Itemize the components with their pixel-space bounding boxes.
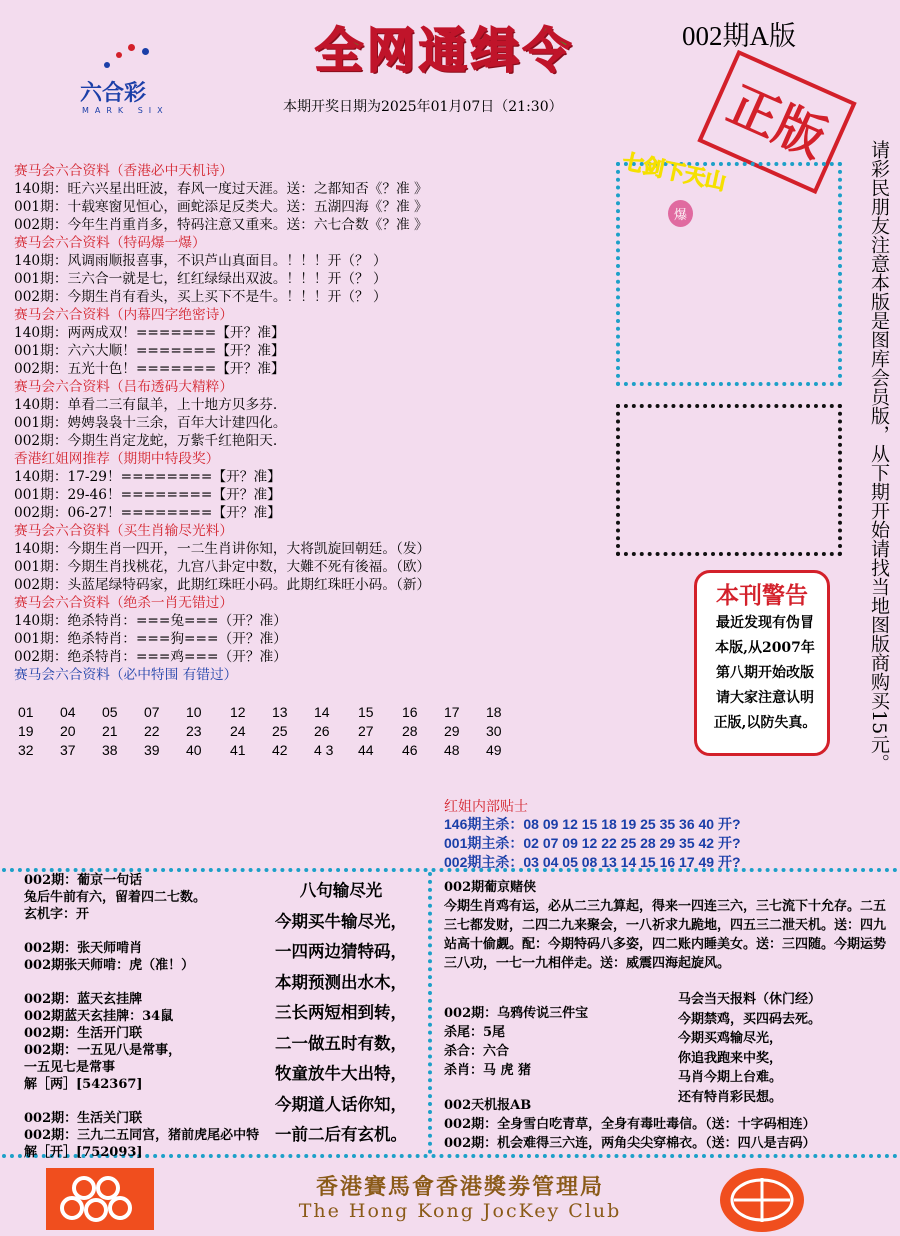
grid-number: 20 bbox=[60, 723, 76, 739]
bottom-left-line: 002期：一五见八是常事， bbox=[24, 1043, 182, 1058]
section-title: 香港红姐网推荐（期期中特段奖） bbox=[14, 451, 220, 467]
logo-subtext: MARK SIX bbox=[82, 106, 169, 115]
section-title: 赛马会六合资料（必中特围 有错过） bbox=[14, 667, 238, 683]
section-line: 002期：今年生肖重肖多，特码注意又重来。送：六七合数《？准 》 bbox=[14, 217, 428, 233]
section-title: 赛马会六合资料（内幕四字绝密诗） bbox=[14, 307, 234, 323]
poem-block bbox=[266, 876, 416, 1151]
crow-legend-block bbox=[444, 1004, 674, 1080]
right-emblem-icon bbox=[720, 1168, 804, 1232]
grid-number: 30 bbox=[486, 723, 502, 739]
grid-number: 22 bbox=[144, 723, 160, 739]
number-row bbox=[18, 723, 538, 742]
section-line: 140期：17-29！========【开？准】 bbox=[14, 469, 281, 485]
grid-number: 28 bbox=[402, 723, 418, 739]
grid-number: 32 bbox=[18, 742, 34, 758]
number-row bbox=[18, 742, 538, 761]
poem-line: 今期买牛输尽光， bbox=[275, 911, 407, 931]
section-line: 140期：今期生肖一四开，一二生肖讲你知，大将凯旋回朝廷。（发） bbox=[14, 541, 431, 557]
section-line: 002期：绝杀特肖：===鸡===（开？准） bbox=[14, 649, 287, 665]
casino-gambler-body: 今期生肖鸡有运，必从二三九算起，得来一四连三六，三七流下十允存。二五三七都发财，二四二九来聚会，一八祈求九跪地，四五三二泄天机。送：四九站高十偷觑。配：今期特码八多姿，四二账内睡美女。送：三四随。今期运势三八功，一七一九相伴走。送：威震四海起旋风。 bbox=[444, 899, 887, 971]
bottom-left-line bbox=[24, 974, 284, 991]
grid-number: 23 bbox=[186, 723, 202, 739]
horse-report-line: 马肖今期上台难。 bbox=[678, 1070, 783, 1085]
section-line: 002期：头蓝尾绿特码家，此期红珠旺小码。此期红珠旺小码。（新） bbox=[14, 577, 431, 593]
casino-gambler-block bbox=[444, 878, 890, 973]
bottom-left-line bbox=[24, 923, 284, 940]
footer-org-cn: 香港賽馬會香港獎劵管理局 bbox=[315, 1174, 604, 1200]
bottom-left-block bbox=[24, 872, 284, 1161]
poem-line: 今期道人话你知， bbox=[275, 1094, 407, 1114]
sword-banner: 七剑下天山 bbox=[620, 149, 729, 195]
section-title: 赛马会六合资料（特码爆一爆） bbox=[14, 235, 206, 251]
horse-report-line: 今期买鸡输尽光， bbox=[678, 1031, 783, 1046]
bottom-left-line: 002期：张天师啃肖 bbox=[24, 941, 143, 956]
grid-number: 13 bbox=[272, 704, 288, 720]
section-line: 002期：五光十色！=======【开？准】 bbox=[14, 361, 285, 377]
image-placeholder-bottom bbox=[616, 404, 842, 556]
grid-number: 26 bbox=[314, 723, 330, 739]
tianji-line: 002期：机会难得三六连，两角尖尖穿棉衣。（送：四八是吉码） bbox=[444, 1136, 816, 1151]
casino-gambler-head: 002期葡京赌侠 bbox=[444, 880, 537, 895]
logo-dot-icon bbox=[128, 44, 135, 51]
bottom-left-line bbox=[24, 1093, 284, 1110]
section-line: 002期：06-27！========【开？准】 bbox=[14, 505, 281, 521]
section-line: 001期：十载寒窗见恒心，画蛇添足反类犬。送：五湖四海《？准 》 bbox=[14, 199, 428, 215]
main-kill-block bbox=[444, 796, 864, 871]
crow-line: 杀尾：5尾 bbox=[444, 1025, 506, 1040]
grid-number: 46 bbox=[402, 742, 418, 758]
warning-body bbox=[705, 611, 825, 736]
section-line: 140期：单看二三有鼠羊，上十地方贝多芬. bbox=[14, 397, 278, 413]
grid-number: 04 bbox=[60, 704, 76, 720]
grid-number: 15 bbox=[358, 704, 374, 720]
section-line: 140期：风调雨顺报喜事，不识芦山真面目。！！！开（？ ） bbox=[14, 253, 387, 269]
bottom-left-line: 002期：三九二五同宫，猪前虎尾必中特 bbox=[24, 1128, 260, 1143]
warning-title: 本刊警告 bbox=[716, 582, 808, 609]
logo-text: 六合彩 bbox=[80, 81, 147, 106]
grid-number: 18 bbox=[486, 704, 502, 720]
grid-number: 25 bbox=[272, 723, 288, 739]
section-line: 001期：娉娉袅袅十三余，百年大计建四化。 bbox=[14, 415, 287, 431]
grid-number: 27 bbox=[358, 723, 374, 739]
main-kill-title: 红姐内部贴士 bbox=[444, 798, 528, 814]
number-row bbox=[18, 704, 538, 723]
poem-line: 牧童放牛大出特， bbox=[275, 1064, 407, 1083]
main-kill-line: 002期主杀：03 04 05 08 13 14 15 16 17 49 开? bbox=[444, 854, 741, 870]
grid-number: 19 bbox=[18, 723, 34, 739]
left-emblem-icon bbox=[46, 1168, 154, 1230]
grid-number: 21 bbox=[102, 723, 118, 739]
number-grid bbox=[18, 704, 538, 761]
burst-badge: 爆 bbox=[668, 200, 693, 227]
grid-number: 24 bbox=[230, 723, 246, 739]
grid-number: 07 bbox=[144, 704, 160, 720]
warning-line: 请大家注意认明 bbox=[716, 690, 814, 706]
grid-number: 48 bbox=[444, 742, 460, 758]
bottom-left-line: 一五见七是常事 bbox=[24, 1060, 116, 1075]
section-line: 002期：今期生肖有看头，买上买下不是牛。！！！开（？ ） bbox=[14, 289, 387, 305]
warning-line: 本版,从2007年 bbox=[715, 640, 815, 656]
section-title: 赛马会六合资料（香港必中天机诗） bbox=[14, 163, 234, 179]
grid-number: 16 bbox=[402, 704, 418, 720]
logo-dot-icon bbox=[142, 48, 149, 55]
poem-line: 一前二后有玄机。 bbox=[275, 1125, 407, 1144]
vertical-notice: 请彩民朋友注意本版是图库会员版，从下期开始请找当地图版商购买15元。 bbox=[868, 140, 890, 773]
bottom-left-line: 解［两］[542367] bbox=[24, 1077, 143, 1092]
mark-six-logo bbox=[76, 42, 194, 124]
grid-number: 05 bbox=[102, 704, 118, 720]
poem-title: 八句输尽光 bbox=[299, 881, 383, 900]
footer-org-en: The Hong Kong JocKey Club bbox=[298, 1200, 622, 1222]
issue-label: 002期A版 bbox=[682, 21, 796, 51]
section-line: 001期：今期生肖找桃花，九宫八卦定中数，大難不死有後福。（欧） bbox=[14, 559, 431, 575]
logo-dot-icon bbox=[104, 62, 110, 68]
grid-number: 10 bbox=[186, 704, 202, 720]
section-line: 001期：三六合一就是七，红红绿绿出双波。！！！开（？ ） bbox=[14, 271, 387, 287]
main-kill-line: 146期主杀：08 09 12 15 18 19 25 35 36 40 开? bbox=[444, 816, 741, 832]
section-line: 140期：绝杀特肖：===兔===（开？准） bbox=[14, 613, 287, 629]
bottom-left-line: 002期蓝天玄挂牌：34鼠 bbox=[24, 1009, 174, 1024]
warning-box bbox=[694, 570, 830, 756]
warning-line: 第八期开始改版 bbox=[716, 665, 814, 681]
jockey-club-emblem-icon bbox=[720, 1168, 804, 1232]
section-line: 001期：绝杀特肖：===狗===（开？准） bbox=[14, 631, 287, 647]
tianji-line: 002期：全身雪白吃青草，全身有毒吐毒信。（送：十字码相连） bbox=[444, 1117, 816, 1132]
section-line: 140期：两两成双！=======【开？准】 bbox=[14, 325, 285, 341]
grid-number: 49 bbox=[486, 742, 502, 758]
section-line: 001期：29-46！========【开？准】 bbox=[14, 487, 281, 503]
grid-number: 40 bbox=[186, 742, 202, 758]
grid-number: 37 bbox=[60, 742, 76, 758]
tianji-ab-block bbox=[444, 1096, 894, 1153]
poem-line: 二一做五时有数， bbox=[275, 1033, 407, 1053]
section-title: 赛马会六合资料（买生肖输尽光料） bbox=[14, 523, 234, 539]
bottom-left-line: 002期：生活开门联 bbox=[24, 1026, 143, 1041]
bottom-left-line: 002期：葡京一句话 bbox=[24, 873, 143, 888]
horse-report-line: 还有特肖彩民想。 bbox=[678, 1089, 783, 1105]
divider-vertical bbox=[428, 872, 432, 1154]
warning-line: 最近发现有伪冒 bbox=[716, 615, 814, 631]
bottom-left-line: 玄机字：开 bbox=[24, 907, 90, 922]
grid-number: 14 bbox=[314, 704, 330, 720]
logo-dot-icon bbox=[116, 52, 122, 58]
section-title: 赛马会六合资料（吕布透码大精粹） bbox=[14, 379, 234, 395]
main-kill-line: 001期主杀：02 07 09 12 22 25 28 29 35 42 开? bbox=[444, 835, 741, 851]
grid-number: 12 bbox=[230, 704, 246, 720]
prediction-sections bbox=[14, 162, 604, 684]
bottom-left-line: 002期：生活关门联 bbox=[24, 1111, 143, 1126]
grid-number: 42 bbox=[272, 742, 288, 758]
bottom-left-line: 解［开］[752093] bbox=[24, 1145, 143, 1160]
section-line: 140期：旺六兴星出旺波，春风一度过天涯。送：之都知否《？准 》 bbox=[14, 181, 428, 197]
poem-line: 本期预测出水木， bbox=[275, 972, 407, 992]
section-title: 赛马会六合资料（绝杀一肖无错过） bbox=[14, 595, 234, 611]
grid-number: 4 3 bbox=[314, 742, 334, 758]
warning-line: 正版,以防失真。 bbox=[713, 715, 817, 731]
grid-number: 44 bbox=[358, 742, 374, 758]
crow-line: 杀肖：马 虎 猪 bbox=[444, 1063, 532, 1078]
horse-report-line: 你追我跑来中奖， bbox=[678, 1050, 783, 1066]
crow-line: 002期：乌鸦传说三件宝 bbox=[444, 1006, 589, 1021]
draw-date: 本期开奖日期为2025年01月07日（21:30） bbox=[283, 99, 563, 115]
grid-number: 41 bbox=[230, 742, 246, 758]
section-line: 002期：今期生肖定龙蛇，万紫千红艳阳天. bbox=[14, 433, 278, 449]
grid-number: 17 bbox=[444, 704, 460, 720]
tianji-line: 002天机报AB bbox=[444, 1098, 532, 1113]
genuine-stamp: 正版 bbox=[697, 50, 856, 194]
grid-number: 38 bbox=[102, 742, 118, 758]
poem-line: 一四两边猜特码， bbox=[275, 942, 407, 961]
poem-line: 三长两短相到转， bbox=[275, 1003, 407, 1022]
horse-report-title: 马会当天报料（休门经） bbox=[678, 992, 822, 1007]
grid-number: 39 bbox=[144, 742, 160, 758]
horse-report-line: 今期禁鸡，买四码去死。 bbox=[678, 1011, 822, 1027]
horse-report-block bbox=[678, 990, 858, 1107]
bottom-left-line: 002期张天师啃：虎（准！） bbox=[24, 958, 195, 973]
crow-line: 杀合：六合 bbox=[444, 1044, 510, 1059]
bottom-left-line: 002期：蓝天玄挂牌 bbox=[24, 992, 143, 1007]
bottom-left-line: 兔后牛前有六，留着四二七数。 bbox=[24, 890, 207, 905]
section-line: 001期：六六大顺！=======【开？准】 bbox=[14, 343, 285, 359]
grid-number: 29 bbox=[444, 723, 460, 739]
page-title: 全网通缉令 bbox=[314, 23, 575, 79]
image-placeholder-top bbox=[616, 162, 842, 386]
grid-number: 01 bbox=[18, 704, 34, 720]
knot-icon bbox=[46, 1168, 154, 1230]
